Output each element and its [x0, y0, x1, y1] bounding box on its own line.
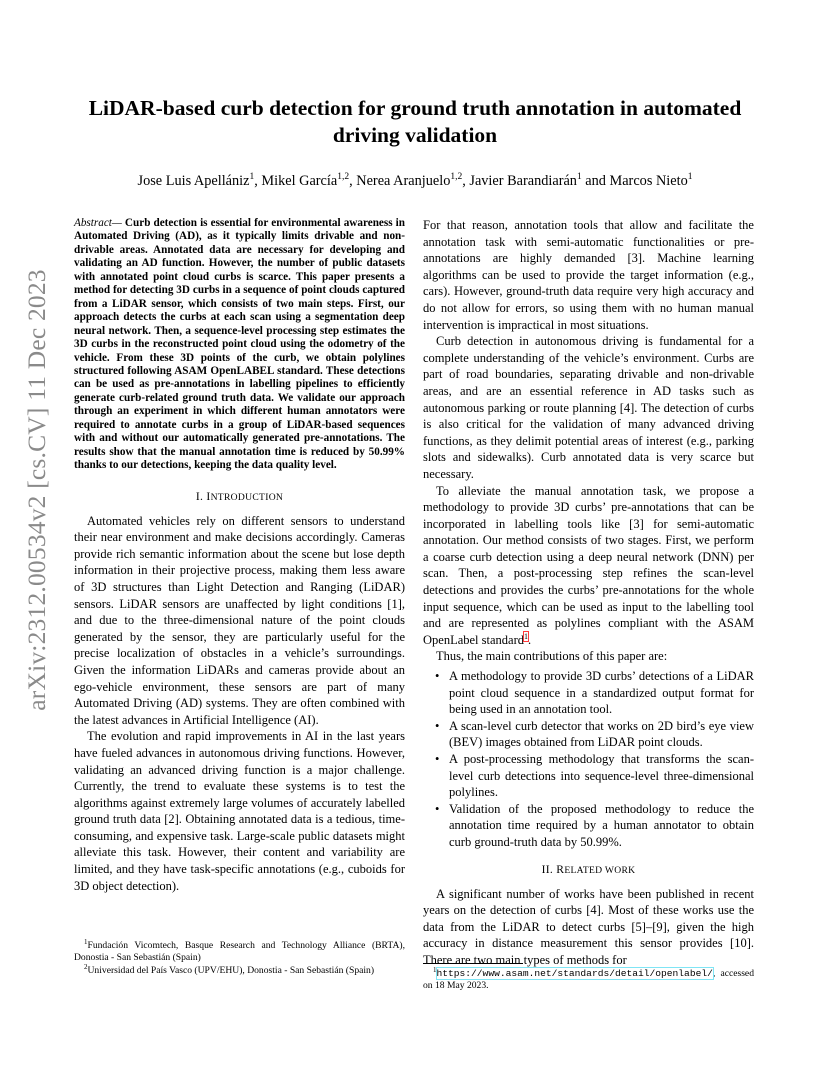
author-list: [70, 171, 760, 191]
author-name: Mikel García: [261, 173, 338, 189]
author-affiliation: 1: [687, 172, 693, 183]
section-number: I.: [195, 489, 207, 503]
footnote-mark: 2: [84, 962, 88, 971]
section-number: II.: [541, 862, 557, 876]
abstract-lead: Abstract—: [74, 217, 122, 229]
author-affiliation: 1,2: [337, 172, 350, 183]
author-name: Jose Luis Apellániz: [137, 173, 250, 189]
paper-title: LiDAR-based curb detection for ground truth annotation in automated driving validation: [88, 96, 742, 147]
author-name: Javier Barandiarán: [469, 173, 577, 189]
section-heading-introduction: [74, 490, 405, 503]
footnote-url: [423, 965, 754, 993]
intro-paragraph: Automated vehicles rely on different sensors to understand their near environment and make decisions accordingly. Cameras provide rich semantic information about the scene but lose depth information in their projective process, making them less aware of 3D structures than Light Detection and Ranging (LiDAR) sensors. LiDAR sensors are unaffected by light conditions [1], and due to the three-dimensional nature of the point clouds generated by the sensor, they are particularly useful for the precise localization of obstacles in a vehicle’s surroundings. Given the information LiDARs and cameras provide about an ego-vehicle environment, these sensors are part of many Automated Driving (AD) systems. They are often combined with the latest advances in Artificial Intelligence (AI).: [74, 513, 405, 727]
right-column: [423, 217, 754, 992]
list-item-text: A scan-level curb detector that works on 2D bird’s eye view (BEV) images obtained from LiDAR point clouds.: [449, 718, 754, 750]
section-rest: ELATED WORK: [564, 864, 636, 876]
footnote-mark: 1: [433, 965, 437, 974]
affiliation-footnotes: [74, 937, 405, 977]
footnote-rule: [423, 963, 523, 964]
abstract: [74, 217, 405, 473]
contribution-list: [423, 668, 754, 851]
left-column: [74, 217, 405, 976]
author-separator: ,: [254, 173, 262, 189]
intro-paragraph: The evolution and rapid improvements in AI in the last years have fueled advances in autonomous driving functions. However, validating an advanced driving function is a major challenge. Currently, the trend to evaluate these systems is to test the algorithms against extremely large volumes of accurately labelled ground truth data [2]. Obtaining annotated data is a tedious, time-consuming, and expensive task. Large-scale public datasets might alleviate this task. However, their content and variability are limited, and they have task-specific annotations (e.g., cuboids for 3D object detection).: [74, 729, 405, 893]
footnote-text: , accessed on 18 May 2023.: [423, 968, 754, 992]
body-paragraph: For that reason, annotation tools that allow and facilitate the annotation task with semi-automatic functionalities or pre-annotations are highly demanded [3]. Machine learning algorithms can be used to provide the target information (e.g., cars). However, ground-truth data require very high accuracy and do not allow for errors, so using them with no human manual intervention is impractical in most situations.: [423, 218, 754, 332]
author-separator: ,: [462, 173, 470, 189]
list-item: [423, 718, 754, 751]
bullet-icon: •: [435, 669, 440, 684]
section-initial: I: [206, 489, 211, 503]
bullet-icon: •: [435, 752, 440, 766]
list-item-text: A methodology to provide 3D curbs’ detections of a LiDAR point cloud sequence in a standardized output format for being used in an annotation tool.: [449, 669, 754, 717]
body-paragraph: Curb detection in autonomous driving is fundamental for a complete understanding of the vehicle’s environment. Curbs are part of road boundaries, separating drivable and non-drivable areas, and are an essential reference in AD tasks such as autonomous parking or route planning [4]. The detection of curbs is also critical for the validation of many advanced driving functions, as they delimit potential areas of interest (e.g., parking slots and sidewalks). Curb annotated data is very scarce but necessary.: [423, 334, 754, 481]
body-paragraph: [423, 483, 754, 649]
section-initial: R: [556, 862, 565, 876]
section-rest: NTRODUCTION: [210, 491, 284, 503]
footnote-text: Universidad del País Vasco (UPV/EHU), Donostia - San Sebastián (Spain): [87, 964, 375, 976]
url-footnote-block: [423, 963, 754, 993]
paragraph-end: .: [528, 632, 532, 647]
footnote-mark: 1: [84, 937, 88, 946]
footnote-affiliation: [74, 937, 405, 965]
footnote-text: Fundación Vicomtech, Basque Research and Technology Alliance (BRTA), Donostia - San Sebastián (Spain): [74, 940, 405, 964]
arxiv-identifier: [22, 269, 52, 711]
author-affiliation: 1: [576, 172, 582, 183]
section-heading-related-work: [423, 863, 754, 876]
bullet-icon: •: [435, 718, 440, 733]
author-separator: ,: [349, 173, 357, 189]
author-separator: and: [581, 173, 610, 189]
openlabel-link[interactable]: https://www.asam.net/standards/detail/openlabel/: [436, 968, 713, 979]
author-affiliation: 1: [249, 172, 255, 183]
body-paragraph: Thus, the main contributions of this paper are:: [436, 649, 668, 664]
abstract-body: Curb detection is essential for environmental awareness in Automated Driving (AD), as it typically limits drivable and non-drivable areas. Annotated data are necessary for developing and validating an AD function. However, the number of public datasets with annotated point cloud curbs is scarce. This paper presents a method for detecting 3D curbs in a sequence of point clouds captured from a LiDAR sensor, which consists of two main steps. First, our approach detects the curbs at each scan using a segmentation deep neural network. Then, a sequence-level processing step estimates the 3D curbs in the reconstructed point cloud using the odometry of the vehicle. From these 3D points of the curb, we obtain polylines structured following ASAM OpenLABEL standard. These detections can be used as pre-annotations in labelling pipelines to efficiently generate curb-related ground truth data. We validate our approach through an experiment in which different human annotators were required to annotate curbs in a group of LiDAR-based sequences with and without our automatically generated pre-annotations. The results show that the manual annotation time is reduced by 50.99% thanks to our detections, keeping the data quality level.: [74, 217, 405, 472]
footnote-affiliation: [74, 962, 405, 977]
arxiv-id-text: arXiv:2312.00534v2 [cs.CV] 11 Dec 2023: [22, 269, 51, 711]
author-name: Marcos Nieto: [609, 173, 688, 189]
related-work-paragraph: A significant number of works have been published in recent years on the detection of curbs [4]. Most of these works use the data from the LiDAR to detect curbs [5]–[9], given the high accuracy in distance measurement this sensor provides [10]. There are two main types of methods for: [423, 886, 754, 967]
list-item: [423, 751, 754, 801]
list-item: [423, 801, 754, 851]
footnote-link[interactable]: 1: [524, 631, 529, 641]
list-item-text: Validation of the proposed methodology to reduce the annotation time required by a human annotator to obtain curb ground-truth data by 50.99%.: [449, 801, 754, 849]
author-affiliation: 1,2: [450, 172, 463, 183]
paragraph-text: To alleviate the manual annotation task, we propose a methodology to provide 3D curbs’ pre-annotations that can be incorporated in labelling tools like [3] for semi-automatic annotation. Our method consists of two stages. First, we perform a coarse curb detection using a deep neural network (DNN) per scan. Then, a post-processing step refines the scan-level detections and provides the curbs’ pre-annotations for the whole input sequence, which can be used as input to the labelling tool and are represented as polylines compliant with the ASAM OpenLabel standard: [423, 483, 754, 647]
author-name: Nerea Aranjuelo: [356, 173, 451, 189]
list-item-text: A post-processing methodology that transforms the scan-level curb detections into sequence-level three-dimensional polylines.: [449, 752, 754, 800]
bullet-icon: •: [435, 801, 440, 816]
list-item: [423, 668, 754, 718]
